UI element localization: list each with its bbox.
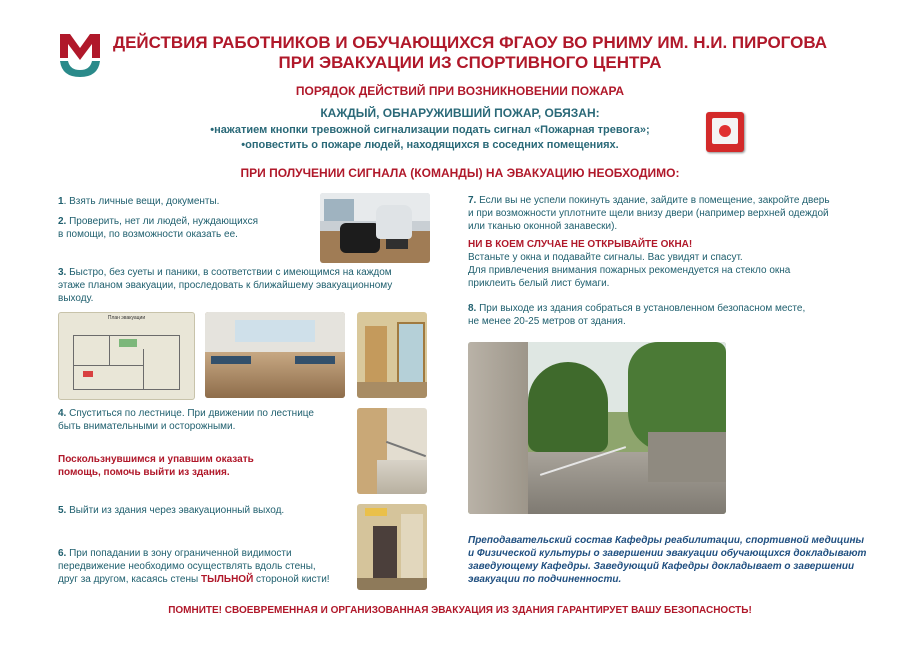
university-logo bbox=[58, 30, 102, 78]
subtitle: ПОРЯДОК ДЕЙСТВИЙ ПРИ ВОЗНИКНОВЕНИИ ПОЖАРА bbox=[295, 84, 625, 98]
exit-door-photo bbox=[357, 504, 427, 590]
step-5: 5. Выйти из здания через эвакуационный выход. bbox=[58, 505, 285, 516]
evacuation-heading: ПРИ ПОЛУЧЕНИИ СИГНАЛА (КОМАНДЫ) НА ЭВАКУАЦИЮ НЕОБХОДИМО: bbox=[240, 166, 680, 180]
step-6: 6. При попадании в зону ограниченной видимости передвижение необходимо осуществлять вдоль стены, друг за другом, касаясь стены ТЫЛЬНОЙ стороной кисти! bbox=[58, 548, 330, 585]
assembly-area-photo bbox=[468, 342, 726, 514]
personal-belongings-photo bbox=[320, 193, 430, 263]
fire-duty-heading: КАЖДЫЙ, ОБНАРУЖИВШИЙ ПОЖАР, ОБЯЗАН: bbox=[320, 106, 600, 120]
fire-alarm-button-icon bbox=[706, 112, 744, 152]
step-7: 7. Если вы не успели покинуть здание, зайдите в помещение, закройте дверь и при возможности уплотните щели внизу двери (например верхней одеждой или тканью оконной занавески). bbox=[468, 195, 830, 232]
step-8: 8. При выходе из здания собраться в установленном безопасном месте, не менее 20-25 метров от здания. bbox=[468, 303, 806, 327]
staircase-photo bbox=[357, 408, 427, 494]
step-3: 3. Быстро, без суеты и паники, в соответствии с имеющимся на каждом этаже планом эвакуации, проследовать к ближайшему эвакуационному выходу. bbox=[58, 267, 393, 304]
step-7-continued: Встаньте у окна и подавайте сигналы. Вас увидят и спасут. Для привлечения внимания пожарных рекомендуется на стекло окна приклеить белый лист бумаги. bbox=[468, 252, 791, 289]
evacuation-plan-image: План эвакуации bbox=[58, 312, 195, 400]
hallway-doors-photo bbox=[357, 312, 427, 398]
page-title-line2: ПРИ ЭВАКУАЦИИ ИЗ СПОРТИВНОГО ЦЕНТРА bbox=[278, 53, 662, 72]
fire-duty-bullet-1: •нажатием кнопки тревожной сигнализации подать сигнал «Пожарная тревога»; bbox=[210, 124, 650, 136]
step-1: 1. Взять личные вещи, документы. bbox=[58, 196, 220, 207]
corridor-photo bbox=[205, 312, 345, 398]
step-4-warning: Поскользнувшимся и упавшим оказать помощь, помочь выйти из здания. bbox=[58, 454, 254, 478]
step-2: 2. Проверить, нет ли людей, нуждающихся в помощи, по возможности оказать ее. bbox=[58, 216, 258, 240]
footer-warning: ПОМНИТЕ! СВОЕВРЕМЕННАЯ И ОРГАНИЗОВАННАЯ ЭВАКУАЦИЯ ИЗ ЗДАНИЯ ГАРАНТИРУЕТ ВАШУ БЕЗОПАСНОСТЬ! bbox=[168, 605, 752, 616]
page-title-line1: ДЕЙСТВИЯ РАБОТНИКОВ И ОБУЧАЮЩИХСЯ ФГАОУ ВО РНИМУ ИМ. Н.И. ПИРОГОВА bbox=[112, 33, 828, 52]
step-4: 4. Спуститься по лестнице. При движении по лестнице быть внимательными и осторожными. bbox=[58, 408, 314, 432]
fire-duty-bullet-2: •оповестить о пожаре людей, находящихся в соседних помещениях. bbox=[241, 139, 619, 151]
step-7-warning: НИ В КОЕМ СЛУЧАЕ НЕ ОТКРЫВАЙТЕ ОКНА! bbox=[468, 239, 693, 250]
reporting-note: Преподавательский состав Кафедры реабилитации, спортивной медицины и Физической культуры о завершении эвакуации обучающихся докладывают заведующему Кафедры. Заведующий Кафедры докладывает о завершении эвакуации по подчиненности. bbox=[468, 535, 867, 585]
